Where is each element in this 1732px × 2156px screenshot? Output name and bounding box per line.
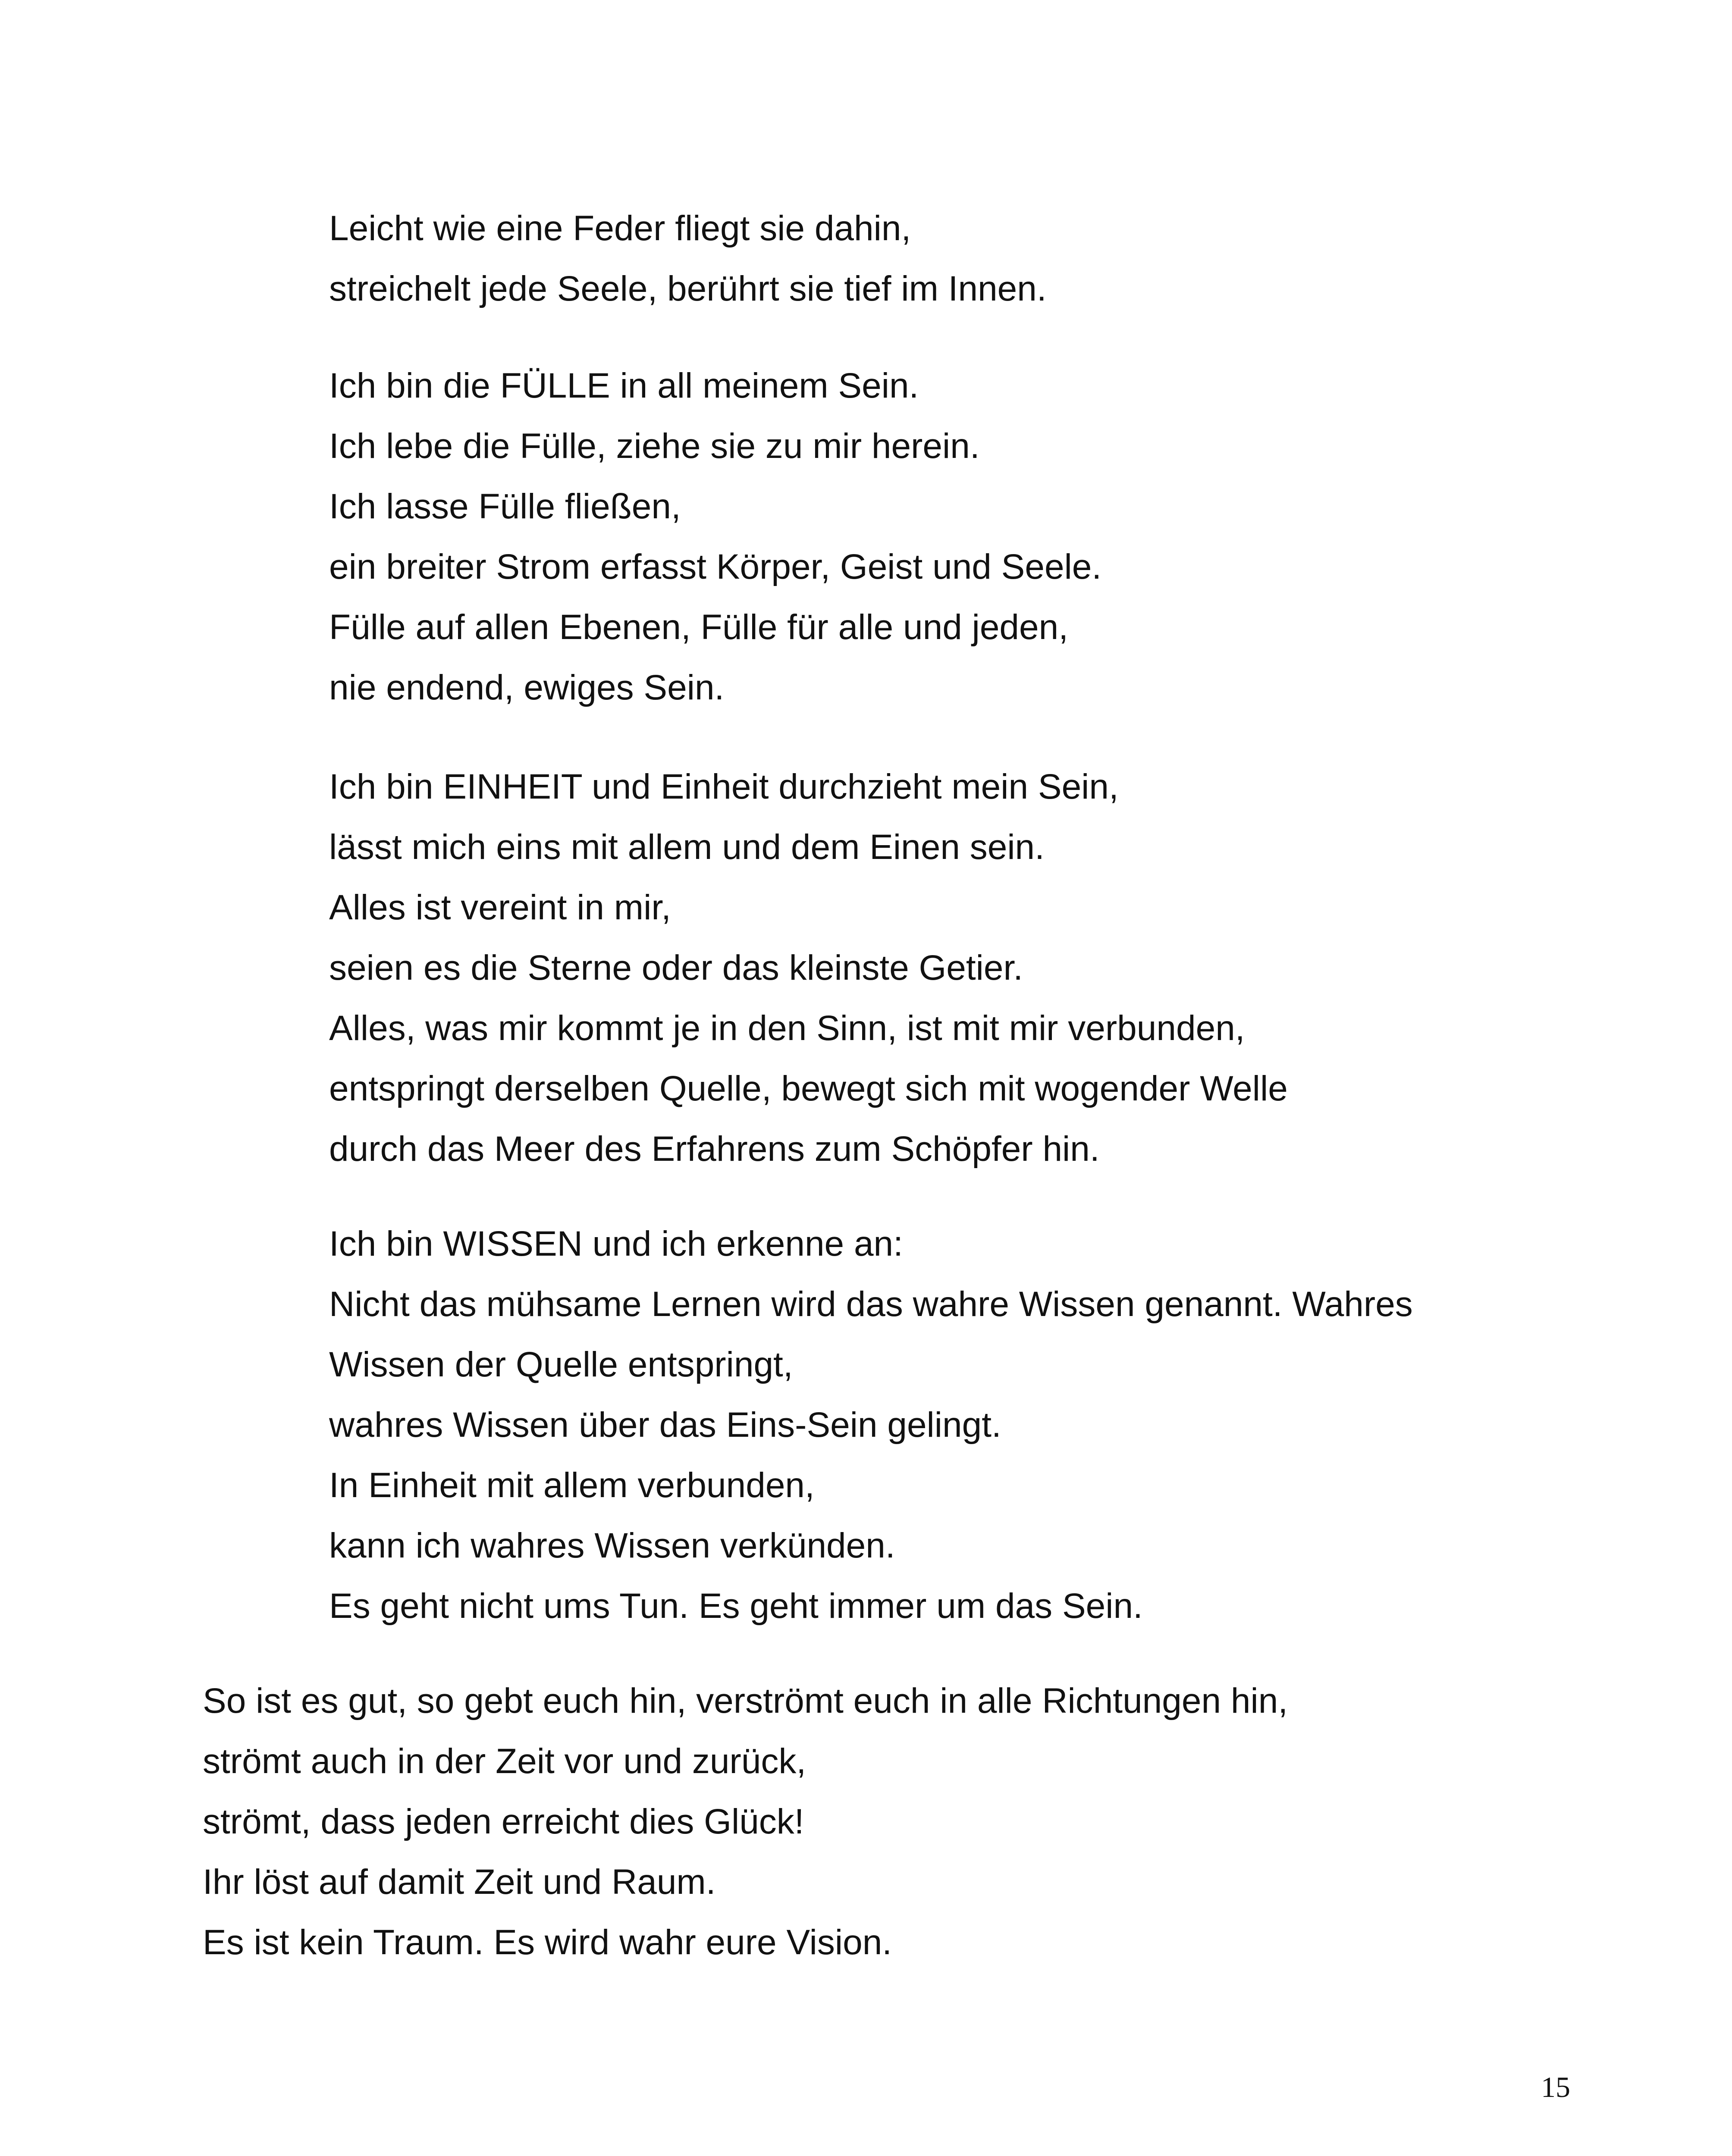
- poem-line: Ich bin WISSEN und ich erkenne an:: [329, 1224, 903, 1263]
- stanza: [329, 356, 1101, 718]
- page-number: 15: [1541, 2071, 1570, 2103]
- poem-line: Alles ist vereint in mir,: [329, 888, 671, 927]
- poem-line: ein breiter Strom erfasst Körper, Geist und Seele.: [329, 547, 1102, 586]
- poem-line: Es ist kein Traum. Es wird wahr eure Vision.: [203, 1923, 892, 1962]
- poem-line: strömt, dass jeden erreicht dies Glück!: [203, 1802, 804, 1841]
- stanza: [203, 1671, 1288, 1973]
- poem-line: nie endend, ewiges Sein.: [329, 668, 725, 707]
- poem-line: So ist es gut, so gebt euch hin, verströmt euch in alle Richtungen hin,: [203, 1681, 1288, 1720]
- poem-line: entspringt derselben Quelle, bewegt sich mit wogender Welle: [329, 1069, 1288, 1108]
- poem-line: lässt mich eins mit allem und dem Einen sein.: [329, 827, 1045, 867]
- poem-line: Ich bin EINHEIT und Einheit durchzieht mein Sein,: [329, 767, 1119, 806]
- poem-line: In Einheit mit allem verbunden,: [329, 1466, 815, 1505]
- stanza: [329, 1214, 1413, 1636]
- poem-line: Fülle auf allen Ebenen, Fülle für alle und jeden,: [329, 608, 1069, 647]
- poem-line: kann ich wahres Wissen verkünden.: [329, 1526, 895, 1565]
- poem-line: Ich lasse Fülle fließen,: [329, 487, 681, 526]
- poem-line: wahres Wissen über das Eins-Sein gelingt.: [329, 1405, 1001, 1445]
- poem-line: Alles, was mir kommt je in den Sinn, ist mit mir verbunden,: [329, 1009, 1245, 1048]
- poem-line: Wissen der Quelle entspringt,: [329, 1345, 793, 1384]
- poem-line: strömt auch in der Zeit vor und zurück,: [203, 1742, 806, 1781]
- poem-line: Ihr löst auf damit Zeit und Raum.: [203, 1862, 716, 1902]
- poem-line: durch das Meer des Erfahrens zum Schöpfer hin.: [329, 1129, 1100, 1169]
- poem-line: Leicht wie eine Feder fliegt sie dahin,: [329, 209, 911, 248]
- poem-line: Ich lebe die Fülle, ziehe sie zu mir herein.: [329, 426, 980, 466]
- poem-line: Es geht nicht ums Tun. Es geht immer um das Sein.: [329, 1586, 1143, 1626]
- poem-line: Ich bin die FÜLLE in all meinem Sein.: [329, 366, 919, 405]
- stanza: [329, 198, 1047, 319]
- poem-line: Nicht das mühsame Lernen wird das wahre Wissen genannt. Wahres: [329, 1285, 1413, 1324]
- poem-line: seien es die Sterne oder das kleinste Getier.: [329, 948, 1023, 987]
- poem-line: streichelt jede Seele, berührt sie tief im Innen.: [329, 269, 1047, 308]
- stanza: [329, 757, 1288, 1179]
